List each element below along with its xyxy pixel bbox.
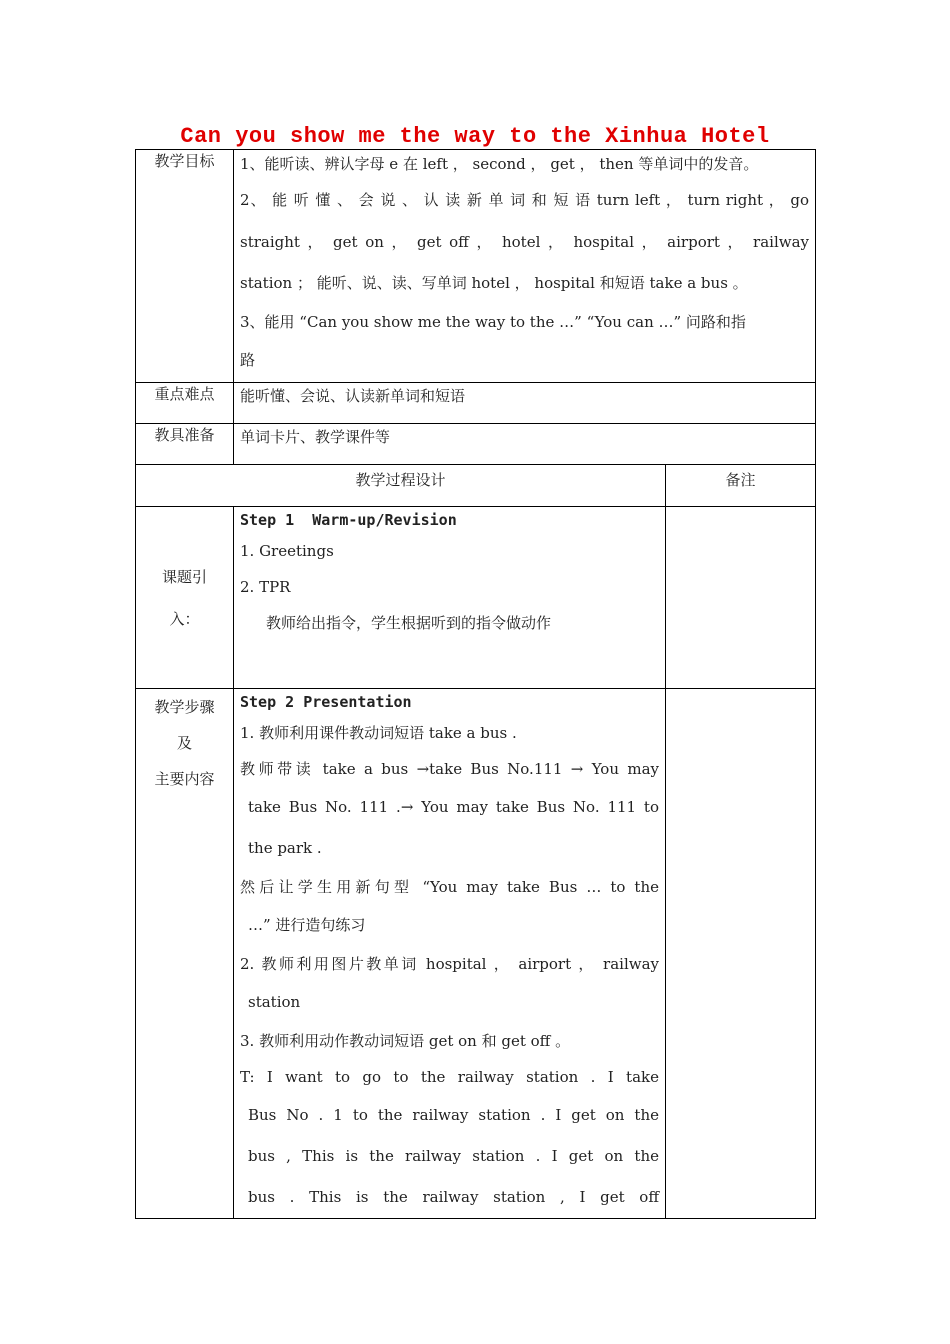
step-line: 教师带读 take a bus →take Bus No.111 → You may [240, 760, 659, 778]
step-line: 然后让学生用新句型 “You may take Bus … to the [240, 878, 659, 896]
goals-row [136, 150, 816, 383]
process-design-header: 教学过程设计 [136, 465, 666, 507]
process-header-row [136, 465, 816, 507]
step-line: 3. 教师利用动作教动词短语 get on 和 get off 。 [240, 1032, 571, 1050]
materials-label: 教具准备 [136, 424, 234, 465]
goals-content [234, 150, 816, 383]
key-points-text: 能听懂、会说、认读新单词和短语 [234, 383, 816, 424]
steps-label-line: 教学步骤 [154, 698, 215, 716]
steps-row [136, 689, 816, 1219]
step1-title: Step 1 Warm-up/Revision [240, 511, 457, 529]
intro-instruction: 教师给出指令，学生根据听到的指令做动作 [266, 614, 552, 632]
goal-line: 1、能听读、辨认字母 e 在 left ， second ， get ， then 等单词中的发音。 [240, 155, 759, 173]
goals-label: 教学目标 [136, 150, 234, 383]
intro-item: 2. TPR [240, 578, 291, 596]
step-line: 1. 教师利用课件教动词短语 take a bus . [240, 724, 517, 742]
goal-line: 路 [240, 351, 256, 369]
step-line: …” 进行造句练习 [248, 916, 366, 934]
steps-label-line: 主要内容 [154, 770, 215, 788]
intro-notes [666, 507, 816, 689]
goal-line: 3、能用 “Can you show me the way to the …” “You can …” 问路和指 [240, 313, 746, 331]
step-line: Bus No . 1 to the railway station . I get on the [248, 1106, 659, 1124]
key-points-label: 重点难点 [136, 383, 234, 424]
intro-item: 1. Greetings [240, 542, 334, 560]
lesson-plan-table [135, 149, 816, 1219]
goal-line: straight ， get on ， get off ， hotel ， hospital ， airport ， railway [240, 233, 810, 251]
step-line: station [248, 993, 301, 1011]
intro-label-line: 入： [169, 609, 200, 628]
materials-row [136, 424, 816, 465]
goal-line: station ； 能听、说、读、写单词 hotel ， hospital 和短语 take a bus 。 [240, 274, 748, 292]
step2-title: Step 2 Presentation [240, 693, 412, 711]
notes-header: 备注 [666, 465, 816, 507]
steps-notes [666, 689, 816, 1219]
step-line: bus . This is the railway station , I get off [248, 1188, 659, 1206]
steps-content [234, 689, 666, 1219]
step-line: take Bus No. 111 .→ You may take Bus No. 111 to [248, 798, 659, 816]
steps-label-line: 及 [176, 734, 192, 752]
step-line: the park . [248, 839, 322, 857]
page-title: Can you show me the way to the Xinhua Hotel [180, 124, 770, 149]
step-line: bus , This is the railway station . I get on the [248, 1147, 659, 1165]
intro-label-line: 课题引 [161, 567, 207, 586]
intro-row [136, 507, 816, 689]
key-points-row [136, 383, 816, 424]
steps-label [136, 689, 234, 1219]
intro-content [234, 507, 666, 689]
step-line: 2. 教师利用图片教单词 hospital ， airport ， railway [240, 955, 659, 973]
intro-label [136, 507, 234, 689]
goal-line: 2、 能 听 懂 、 会 说 、 认 读 新 单 词 和 短 语 turn left ， turn right ， go [240, 191, 810, 209]
materials-text: 单词卡片、教学课件等 [234, 424, 816, 465]
step-line: T: I want to go to the railway station . I take [240, 1068, 659, 1086]
